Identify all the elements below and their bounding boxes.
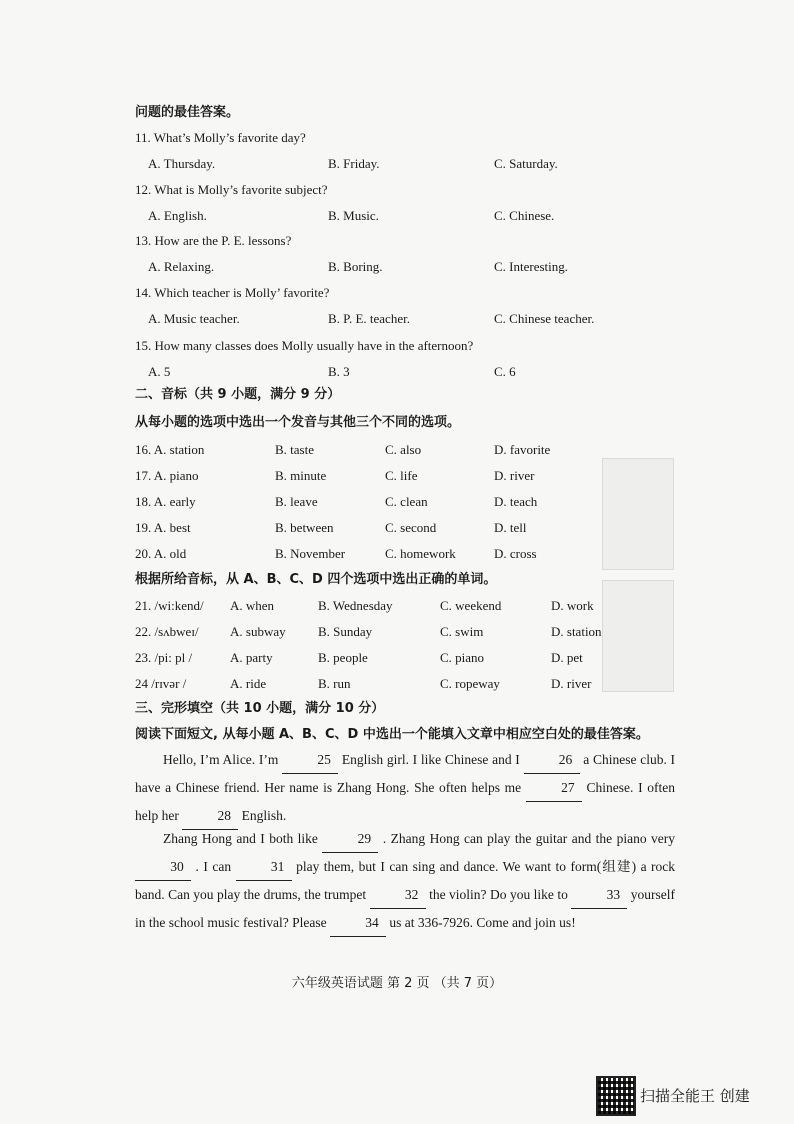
option: D. river <box>494 468 535 483</box>
text-segment: English. <box>241 808 287 823</box>
text-segment: Zhang Hong and I both like <box>163 831 318 846</box>
page-footer: 六年级英语试题 第 2 页 （共 7 页） <box>291 976 503 991</box>
section-title: 三、完形填空（共 10 小题，满分 10 分） <box>135 701 385 716</box>
text-segment: yourself in the school music festival? Please <box>135 887 676 930</box>
option: D. favorite <box>494 442 551 457</box>
section-title: 二、音标（共 9 小题，满分 9 分） <box>135 387 341 402</box>
option: B. taste <box>275 442 314 457</box>
text-segment: a Chinese club. I have a Chinese friend. Her name is Zhang Hong. She often helps me <box>135 752 676 795</box>
blank-31: 31 <box>236 853 292 881</box>
text-segment: play them, but I can sing and dance. We want to form(组建) a rock band. Can you play the drums, the trumpet <box>135 859 676 902</box>
option: B. Wednesday <box>318 598 393 613</box>
option: B. Friday. <box>328 156 380 171</box>
option: B. leave <box>275 494 318 509</box>
option: D. pet <box>551 650 583 665</box>
blank-28: 28 <box>182 802 238 830</box>
section-instruction: 从每小题的选项中选出一个发音与其他三个不同的选项。 <box>135 415 461 430</box>
text-segment: Hello, I’m Alice. I’m <box>163 752 279 767</box>
option: A. 5 <box>148 364 171 379</box>
text-segment: the violin? Do you like to <box>429 887 568 902</box>
blank-33: 33 <box>571 881 627 909</box>
option: A. subway <box>230 624 286 639</box>
option: D. teach <box>494 494 538 509</box>
option: 24 /rɪvər / <box>135 676 187 691</box>
option: C. piano <box>440 650 485 665</box>
section-instruction: 根据所给音标，从 A、B、C、D 四个选项中选出正确的单词。 <box>135 572 497 587</box>
qr-code-icon <box>596 1076 636 1116</box>
option: A. when <box>230 598 275 613</box>
option: D. river <box>551 676 592 691</box>
option: A. Music teacher. <box>148 311 240 326</box>
option: B. between <box>275 520 334 535</box>
option: B. November <box>275 546 346 561</box>
option: A. English. <box>148 208 207 223</box>
option: A. party <box>230 650 273 665</box>
option: 17. A. piano <box>135 468 199 483</box>
option: C. also <box>385 442 422 457</box>
blank-32: 32 <box>370 881 426 909</box>
option: D. station <box>551 624 602 639</box>
scanner-watermark: 扫描全能王 创建 <box>640 1087 750 1105</box>
text-segment: Chinese. I often help her <box>135 780 675 823</box>
option: B. people <box>318 650 368 665</box>
option: C. weekend <box>440 598 502 613</box>
option: C. swim <box>440 624 484 639</box>
option: B. run <box>318 676 351 691</box>
question-text: 11. What’s Molly’s favorite day? <box>135 130 306 145</box>
text-segment: English girl. I like Chinese and I <box>341 752 520 767</box>
option: B. 3 <box>328 364 350 379</box>
option: 23. /pi: pl / <box>135 650 193 665</box>
option: B. Music. <box>328 208 379 223</box>
option: C. Chinese teacher. <box>494 311 595 326</box>
option: D. tell <box>494 520 527 535</box>
blank-25: 25 <box>282 746 338 774</box>
cloze-paragraph <box>135 825 675 937</box>
option: D. cross <box>494 546 537 561</box>
text-segment: . I can <box>195 859 232 874</box>
option: 20. A. old <box>135 546 187 561</box>
option: D. work <box>551 598 594 613</box>
option: C. ropeway <box>440 676 500 691</box>
option: C. Chinese. <box>494 208 555 223</box>
bleed-photo-1 <box>602 458 674 570</box>
option: C. second <box>385 520 437 535</box>
option: C. life <box>385 468 418 483</box>
option: A. ride <box>230 676 267 691</box>
option: B. minute <box>275 468 327 483</box>
option: B. Sunday <box>318 624 373 639</box>
blank-34: 34 <box>330 909 386 937</box>
question-text: 15. How many classes does Molly usually have in the afternoon? <box>135 338 474 353</box>
cloze-paragraph <box>135 746 675 830</box>
bleed-photo-2 <box>602 580 674 692</box>
blank-26: 26 <box>524 746 580 774</box>
section-instruction: 阅读下面短文, 从每小题 A、B、C、D 中选出一个能填入文章中相应空白处的最佳答案。 <box>135 727 649 742</box>
option: C. Interesting. <box>494 259 569 274</box>
option: A. Thursday. <box>148 156 216 171</box>
blank-29: 29 <box>322 825 378 853</box>
option: 21. /wi:kend/ <box>135 598 204 613</box>
question-text: 12. What is Molly’s favorite subject? <box>135 182 328 197</box>
option: C. Saturday. <box>494 156 558 171</box>
blank-27: 27 <box>526 774 582 802</box>
option: 16. A. station <box>135 442 205 457</box>
option: B. P. E. teacher. <box>328 311 410 326</box>
option: 22. /sʌbweɪ/ <box>135 624 199 639</box>
paragraph-text <box>135 746 675 830</box>
option: A. Relaxing. <box>148 259 215 274</box>
option: C. 6 <box>494 364 516 379</box>
option: 19. A. best <box>135 520 191 535</box>
option: 18. A. early <box>135 494 196 509</box>
text-segment: . Zhang Hong can play the guitar and the piano very <box>382 831 676 846</box>
option: C. homework <box>385 546 456 561</box>
paragraph-text <box>135 825 675 937</box>
instruction-tail: 问题的最佳答案。 <box>135 105 240 120</box>
option: C. clean <box>385 494 428 509</box>
text-segment: us at 336-7926. Come and join us! <box>389 915 576 930</box>
question-text: 13. How are the P. E. lessons? <box>135 233 292 248</box>
blank-30: 30 <box>135 853 191 881</box>
question-text: 14. Which teacher is Molly’ favorite? <box>135 285 330 300</box>
option: B. Boring. <box>328 259 383 274</box>
